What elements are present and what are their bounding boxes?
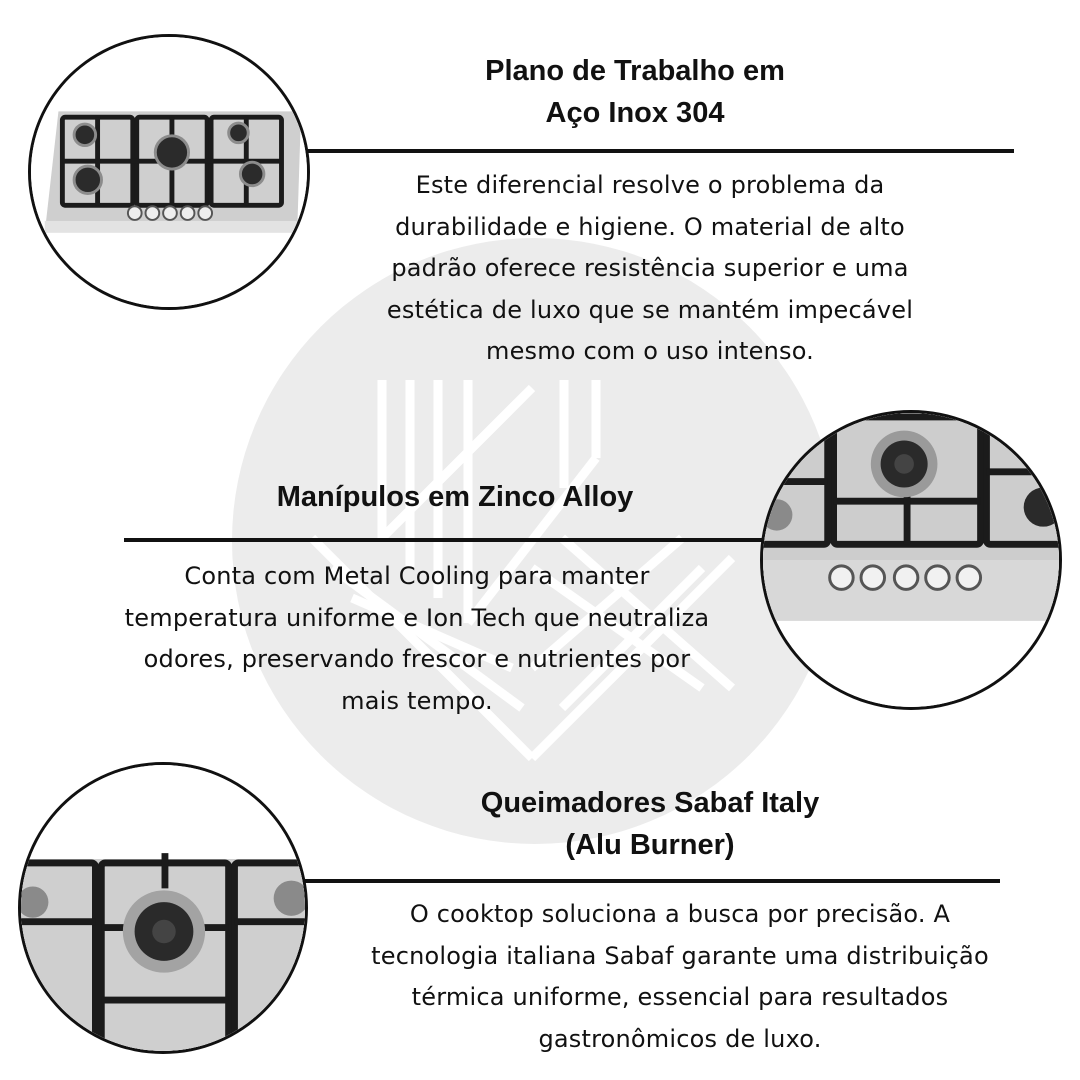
section-2-description-line: odores, preservando frescor e nutrientes por	[143, 645, 691, 673]
section-2-description-line: Conta com Metal Cooling para manter	[184, 562, 650, 590]
section-2-divider	[124, 538, 774, 542]
section-2-description	[60, 556, 774, 722]
section-1-description-line: durabilidade e higiene. O material de alto	[395, 212, 905, 241]
cooktop-full-view-photo-icon	[31, 37, 307, 307]
section-2-title	[200, 476, 710, 518]
section-1-title-line: Plano de Trabalho em	[485, 55, 785, 87]
cooktop-burner-closeup-photo-icon	[21, 765, 305, 1051]
section-1-title-line: Aço Inox 304	[545, 97, 725, 129]
section-1-description-line: mesmo com o uso intenso.	[485, 337, 815, 365]
photo-cooktop-burner	[18, 762, 308, 1054]
section-3-description-line: tecnologia italiana Sabaf garante uma distribuição	[371, 941, 989, 970]
section-1-description	[320, 165, 980, 373]
section-3-description	[300, 894, 1060, 1060]
section-1-title	[410, 50, 860, 134]
photo-cooktop-full	[28, 34, 310, 310]
cooktop-knobs-closeup-photo-icon	[763, 413, 1059, 707]
section-1-description-line: padrão oferece resistência superior e uma	[391, 254, 909, 282]
section-1-divider	[306, 149, 1014, 153]
section-3-title-line: (Alu Burner)	[565, 829, 735, 861]
section-2-title-line: Manípulos em Zinco Alloy	[276, 481, 634, 513]
section-3-divider	[304, 879, 1000, 883]
section-1-description-line: estética de luxo que se mantém impecável	[386, 295, 914, 324]
section-2-description-line: mais tempo.	[341, 686, 493, 715]
section-3-title	[410, 782, 890, 866]
photo-cooktop-knobs	[760, 410, 1062, 710]
section-3-description-line: gastronômicos de luxo.	[538, 1024, 822, 1053]
section-1-description-line: Este diferencial resolve o problema da	[415, 171, 885, 199]
section-2-description-line: temperatura uniforme e Ion Tech que neutraliza	[124, 603, 710, 632]
section-3-description-line: O cooktop soluciona a busca por precisão. A	[409, 900, 951, 928]
section-3-description-line: térmica uniforme, essencial para resultados	[411, 983, 949, 1011]
section-3-title-line: Queimadores Sabaf Italy	[480, 787, 820, 819]
